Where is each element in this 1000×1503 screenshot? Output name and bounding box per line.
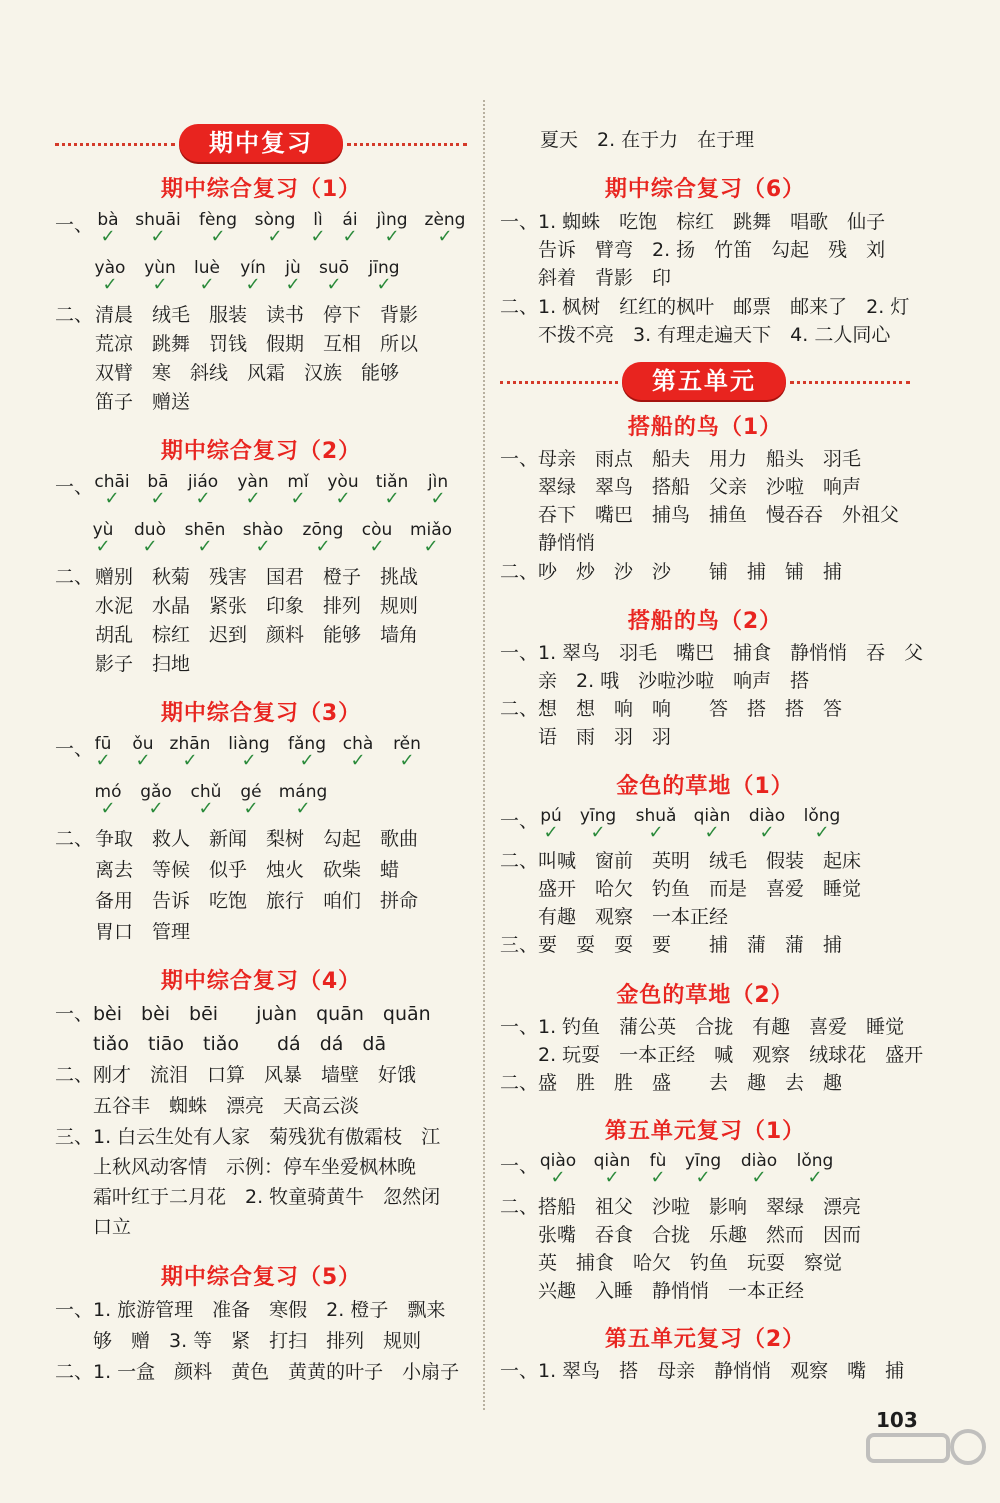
answer-line: 告诉 臂弯 2. 扬 竹笛 勾起 残 刘 (500, 239, 886, 261)
item-number: 二、 (55, 304, 94, 326)
answer-line: 二、盛 胜 胜 盛 去 趣 去 趣 (500, 1072, 843, 1094)
answer-line: 争取 救人 新闻 梨树 勾起 歌曲 (95, 828, 419, 850)
pinyin-text: chǔ (190, 782, 222, 802)
pinyin-syllable (147, 472, 169, 509)
pinyin-text: jīng (368, 258, 400, 278)
pinyin-syllable (684, 1151, 722, 1188)
pinyin-syllable (361, 520, 393, 557)
pinyin-syllable (288, 734, 326, 771)
checkmark-icon: ✓ (210, 226, 226, 247)
pinyin-text: rěn (393, 734, 421, 754)
pinyin-syllable (144, 258, 176, 295)
answer-line: 笛子 赠送 (95, 391, 191, 413)
pinyin-syllable (285, 258, 301, 295)
pinyin-syllable (424, 210, 466, 247)
pinyin-syllable (97, 210, 119, 247)
checkmark-icon: ✓ (807, 1167, 823, 1188)
item-number: 一、 (500, 810, 539, 832)
checkmark-icon: ✓ (152, 274, 168, 295)
pinyin-text: jù (285, 258, 301, 278)
pinyin-syllable (94, 258, 126, 295)
pinyin-syllable (94, 782, 122, 819)
pinyin-syllable (169, 734, 211, 771)
banner-dots-left (55, 143, 175, 146)
pinyin-syllable (310, 210, 326, 247)
checkmark-icon: ✓ (267, 226, 283, 247)
checkmark-icon: ✓ (376, 274, 392, 295)
checkmark-icon: ✓ (104, 488, 120, 509)
pinyin-syllable (342, 734, 374, 771)
checkmark-icon: ✓ (182, 750, 198, 771)
pinyin-syllable (132, 734, 154, 771)
answer-line: 五谷丰 蜘蛛 漂亮 天高云淡 (55, 1095, 360, 1117)
pinyin-text: yùn (144, 258, 176, 278)
checkmark-icon: ✓ (335, 488, 351, 509)
banner-label: 第五单元 (622, 362, 786, 400)
answer-line: 三、1. 白云生处有人家 菊残犹有傲霜枝 江 (55, 1126, 441, 1148)
pinyin-text: ǒu (132, 734, 154, 754)
pinyin-text: shào (242, 520, 284, 540)
answer-line: 胡乱 棕红 迟到 颜料 能够 墙角 (95, 624, 419, 646)
banner-dots-right (347, 143, 467, 146)
checkmark-icon: ✓ (245, 274, 261, 295)
checkmark-icon: ✓ (550, 1167, 566, 1188)
answer-line: 二、搭船 祖父 沙啦 影响 翠绿 漂亮 (500, 1196, 862, 1218)
answer-line: 三、要 耍 耍 要 捕 蒲 蒲 捕 (500, 934, 843, 956)
pinyin-text: yào (94, 258, 126, 278)
pinyin-syllable (796, 1151, 834, 1188)
checkmark-icon: ✓ (650, 1167, 666, 1188)
pinyin-syllable (92, 520, 114, 557)
pinyin-syllable (228, 734, 270, 771)
answer-line: 影子 扫地 (95, 653, 191, 675)
checkmark-icon: ✓ (423, 536, 439, 557)
answer-line: 二、刚才 流泪 口算 风暴 墙壁 好饿 (55, 1064, 417, 1086)
checkmark-icon: ✓ (604, 1167, 620, 1188)
pinyin-text: diào (740, 1151, 778, 1171)
answer-line: 斜着 背影 印 (500, 267, 672, 289)
checkmark-icon: ✓ (100, 798, 116, 819)
answer-line: 吞下 嘴巴 捕鸟 捕鱼 慢吞吞 外祖父 (500, 504, 900, 526)
pinyin-text: qiàn (693, 806, 731, 826)
pinyin-syllable (240, 782, 262, 819)
pinyin-text: yīng (684, 1151, 722, 1171)
checkmark-icon: ✓ (326, 274, 342, 295)
answer-line: 够 赠 3. 等 紧 打扫 排列 规则 (55, 1330, 422, 1352)
pinyin-text: tiǎn (375, 472, 409, 492)
pinyin-syllable (140, 782, 172, 819)
pinyin-syllable (593, 1151, 631, 1188)
pinyin-syllable (579, 806, 617, 843)
answer-line: 二、1. 枫树 红红的枫叶 邮票 邮来了 2. 灯 (500, 296, 910, 318)
checkmark-icon: ✓ (290, 488, 306, 509)
item-number: 二、 (55, 566, 94, 588)
section-title: 期中综合复习（5） (160, 1265, 362, 1290)
answer-line: 一、1. 旅游管理 准备 寒假 2. 橙子 飘来 (55, 1299, 446, 1321)
checkmark-icon: ✓ (299, 750, 315, 771)
answer-line: 口立 (55, 1216, 132, 1238)
pinyin-syllable (368, 258, 400, 295)
answer-line: 盛开 哈欠 钓鱼 而是 喜爱 睡觉 (500, 878, 862, 900)
checkmark-icon: ✓ (285, 274, 301, 295)
section-title: 期中综合复习（4） (160, 969, 362, 994)
pinyin-text: duò (134, 520, 166, 540)
pinyin-text: jìng (376, 210, 408, 230)
pinyin-syllable (635, 806, 677, 843)
item-number: 二、 (55, 828, 94, 850)
pinyin-text: lì (313, 210, 323, 230)
pinyin-text: lǒng (803, 806, 841, 826)
answer-line: 不拨不亮 3. 有理走遍天下 4. 二人同心 (500, 324, 891, 346)
pinyin-text: sòng (254, 210, 296, 230)
checkmark-icon: ✓ (95, 536, 111, 557)
answer-line: 一、1. 钓鱼 蒲公英 合拢 有趣 喜爱 睡觉 (500, 1016, 905, 1038)
pinyin-syllable (198, 210, 238, 247)
pinyin-text: liàng (228, 734, 270, 754)
answer-line: 备用 告诉 吃饱 旅行 咱们 拼命 (95, 890, 419, 912)
pinyin-text: bà (97, 210, 119, 230)
checkmark-icon: ✓ (243, 798, 259, 819)
pinyin-syllable (94, 472, 130, 509)
pinyin-syllable (254, 210, 296, 247)
pinyin-syllable (375, 472, 409, 509)
checkmark-icon: ✓ (95, 750, 111, 771)
pinyin-text: shuǎ (635, 806, 677, 826)
pinyin-text: fū (94, 734, 112, 754)
pinyin-syllable (393, 734, 421, 771)
pinyin-syllable (342, 210, 358, 247)
pinyin-syllable (539, 1151, 577, 1188)
pinyin-syllable (327, 472, 359, 509)
pinyin-syllable (540, 806, 562, 843)
pinyin-text: lǒng (796, 1151, 834, 1171)
section-title: 期中综合复习（2） (160, 439, 362, 464)
section-title: 第五单元复习（1） (604, 1119, 806, 1144)
pinyin-text: pú (540, 806, 562, 826)
answer-line: 一、1. 翠鸟 羽毛 嘴巴 捕食 静悄悄 吞 父 (500, 642, 924, 664)
answer-line: 亲 2. 哦 沙啦沙啦 响声 搭 (500, 670, 810, 692)
pinyin-syllable (287, 472, 309, 509)
pinyin-syllable (376, 210, 408, 247)
checkmark-icon: ✓ (590, 822, 606, 843)
checkmark-icon: ✓ (295, 798, 311, 819)
checkmark-icon: ✓ (198, 798, 214, 819)
checkmark-icon: ✓ (100, 226, 116, 247)
pinyin-syllable (803, 806, 841, 843)
pinyin-text: yàn (237, 472, 269, 492)
pinyin-text: gé (240, 782, 262, 802)
checkmark-icon: ✓ (814, 822, 830, 843)
pinyin-syllable (240, 258, 266, 295)
page-number: 103 (876, 1408, 918, 1432)
checkmark-icon: ✓ (437, 226, 453, 247)
pinyin-text: yòu (327, 472, 359, 492)
pinyin-syllable (242, 520, 284, 557)
pinyin-syllable (318, 258, 350, 295)
banner-unit5 (500, 362, 910, 402)
checkmark-icon: ✓ (197, 536, 213, 557)
checkmark-icon: ✓ (241, 750, 257, 771)
checkmark-icon: ✓ (148, 798, 164, 819)
pinyin-text: shuāi (135, 210, 181, 230)
pinyin-text: còu (361, 520, 393, 540)
checkmark-icon: ✓ (310, 226, 326, 247)
checkmark-icon: ✓ (759, 822, 775, 843)
pinyin-text: qiào (539, 1151, 577, 1171)
pinyin-text: miǎo (409, 520, 453, 540)
pinyin-syllable (748, 806, 786, 843)
pinyin-syllable (409, 520, 453, 557)
answer-line: 有趣 观察 一本正经 (500, 906, 729, 928)
pinyin-text: mǐ (287, 472, 309, 492)
checkmark-icon: ✓ (695, 1167, 711, 1188)
pinyin-text: shēn (184, 520, 226, 540)
checkmark-icon: ✓ (648, 822, 664, 843)
pinyin-text: suō (318, 258, 350, 278)
answer-line: 二、叫喊 窗前 英明 绒毛 假装 起床 (500, 850, 862, 872)
pinyin-text: yù (92, 520, 114, 540)
checkmark-icon: ✓ (399, 750, 415, 771)
section-title: 搭船的鸟（2） (627, 609, 783, 634)
pinyin-text: yín (240, 258, 266, 278)
section-title: 期中综合复习（1） (160, 177, 362, 202)
answer-line: 静悄悄 (500, 532, 596, 554)
pinyin-syllable (278, 782, 328, 819)
answer-line: 兴趣 入睡 静悄悄 一本正经 (500, 1280, 805, 1302)
pinyin-syllable (135, 210, 181, 247)
item-number: 一、 (55, 214, 94, 236)
answer-line: 一、母亲 雨点 船夫 用力 船头 羽毛 (500, 448, 862, 470)
pinyin-syllable (184, 520, 226, 557)
pinyin-text: fù (649, 1151, 667, 1171)
item-number: 一、 (55, 738, 94, 760)
answer-line: 荒凉 跳舞 罚钱 假期 互相 所以 (95, 333, 419, 355)
pinyin-syllable (194, 258, 220, 295)
section-title: 金色的草地（2） (616, 983, 794, 1008)
checkmark-icon: ✓ (384, 226, 400, 247)
pinyin-syllable (302, 520, 344, 557)
answer-line: 语 雨 羽 羽 (500, 726, 672, 748)
checkmark-icon: ✓ (199, 274, 215, 295)
answer-line: 胃口 管理 (95, 921, 191, 943)
answer-line: tiǎo tiāo tiǎo dá dá dā (55, 1033, 387, 1055)
pinyin-syllable (693, 806, 731, 843)
pinyin-text: qiàn (593, 1151, 631, 1171)
pinyin-text: fǎng (288, 734, 326, 754)
column-divider (483, 100, 485, 1410)
pinyin-text: bā (147, 472, 169, 492)
pinyin-syllable (134, 520, 166, 557)
answer-line: 二、想 想 响 响 答 搭 搭 答 (500, 698, 843, 720)
checkmark-icon: ✓ (751, 1167, 767, 1188)
answer-line: 2. 玩耍 一本正经 喊 观察 绒球花 盛开 (500, 1044, 924, 1066)
pinyin-text: chāi (94, 472, 130, 492)
answer-line: 双臂 寒 斜线 风霜 汉族 能够 (95, 362, 400, 384)
checkmark-icon: ✓ (195, 488, 211, 509)
pinyin-syllable (740, 1151, 778, 1188)
pinyin-text: zèng (424, 210, 466, 230)
answer-line: 张嘴 吞食 合拢 乐趣 然而 因而 (500, 1224, 862, 1246)
banner-label: 期中复习 (179, 124, 343, 162)
pinyin-syllable (187, 472, 219, 509)
pinyin-text: jiáo (187, 472, 219, 492)
checkmark-icon: ✓ (384, 488, 400, 509)
banner-dots-right (790, 381, 910, 384)
answer-line: 二、1. 一盒 颜料 黄色 黄黄的叶子 小扇子 (55, 1361, 460, 1383)
answer-line: 清晨 绒毛 服装 读书 停下 背影 (95, 304, 419, 326)
section-title: 金色的草地（1） (616, 774, 794, 799)
pinyin-text: chà (342, 734, 374, 754)
checkmark-icon: ✓ (255, 536, 271, 557)
answer-line: 二、吵 炒 沙 沙 铺 捕 铺 捕 (500, 561, 843, 583)
pinyin-text: zōng (302, 520, 344, 540)
checkmark-icon: ✓ (430, 488, 446, 509)
answer-line: 赠别 秋菊 残害 国君 橙子 挑战 (95, 566, 419, 588)
answer-line: 夏天 2. 在于力 在于理 (540, 129, 755, 151)
checkmark-icon: ✓ (135, 750, 151, 771)
banner-midterm (55, 124, 467, 164)
checkmark-icon: ✓ (150, 226, 166, 247)
pinyin-text: máng (278, 782, 328, 802)
checkmark-icon: ✓ (102, 274, 118, 295)
checkmark-icon: ✓ (543, 822, 559, 843)
answer-line: 一、1. 翠鸟 搭 母亲 静悄悄 观察 嘴 捕 (500, 1360, 905, 1382)
pinyin-text: mó (94, 782, 122, 802)
answer-line: 水泥 水晶 紧张 印象 排列 规则 (95, 595, 419, 617)
pinyin-syllable (427, 472, 449, 509)
pinyin-text: jìn (427, 472, 449, 492)
answer-line: 一、1. 蜘蛛 吃饱 棕红 跳舞 唱歌 仙子 (500, 211, 886, 233)
answer-line: 英 捕食 哈欠 钓鱼 玩耍 察觉 (500, 1252, 843, 1274)
pinyin-text: ái (342, 210, 358, 230)
pinyin-text: yīng (579, 806, 617, 826)
checkmark-icon: ✓ (142, 536, 158, 557)
answer-line: 离去 等候 似乎 烛火 砍柴 蜡 (95, 859, 400, 881)
answer-line: 一、bèi bèi bēi juàn quān quān (55, 1003, 431, 1025)
pinyin-text: fèng (198, 210, 238, 230)
pinyin-text: gǎo (140, 782, 172, 802)
section-title: 期中综合复习（6） (604, 177, 806, 202)
pinyin-syllable (649, 1151, 667, 1188)
checkmark-icon: ✓ (369, 536, 385, 557)
answer-line: 翠绿 翠鸟 搭船 父亲 沙啦 响声 (500, 476, 862, 498)
pinyin-syllable (190, 782, 222, 819)
watermark-logo (848, 1423, 988, 1493)
section-title: 搭船的鸟（1） (627, 415, 783, 440)
section-title: 第五单元复习（2） (604, 1327, 806, 1352)
checkmark-icon: ✓ (150, 488, 166, 509)
checkmark-icon: ✓ (704, 822, 720, 843)
checkmark-icon: ✓ (342, 226, 358, 247)
answer-line: 霜叶红于二月花 2. 牧童骑黄牛 忽然闭 (55, 1186, 441, 1208)
checkmark-icon: ✓ (315, 536, 331, 557)
checkmark-icon: ✓ (350, 750, 366, 771)
pinyin-syllable (94, 734, 112, 771)
answer-line: 上秋风动客情 示例：停车坐爱枫林晚 (55, 1156, 417, 1178)
pinyin-text: zhān (169, 734, 211, 754)
checkmark-icon: ✓ (245, 488, 261, 509)
item-number: 一、 (55, 476, 94, 498)
section-title: 期中综合复习（3） (160, 701, 362, 726)
item-number: 一、 (500, 1155, 539, 1177)
banner-dots-left (500, 381, 618, 384)
pinyin-text: luè (194, 258, 220, 278)
pinyin-text: diào (748, 806, 786, 826)
pinyin-syllable (237, 472, 269, 509)
